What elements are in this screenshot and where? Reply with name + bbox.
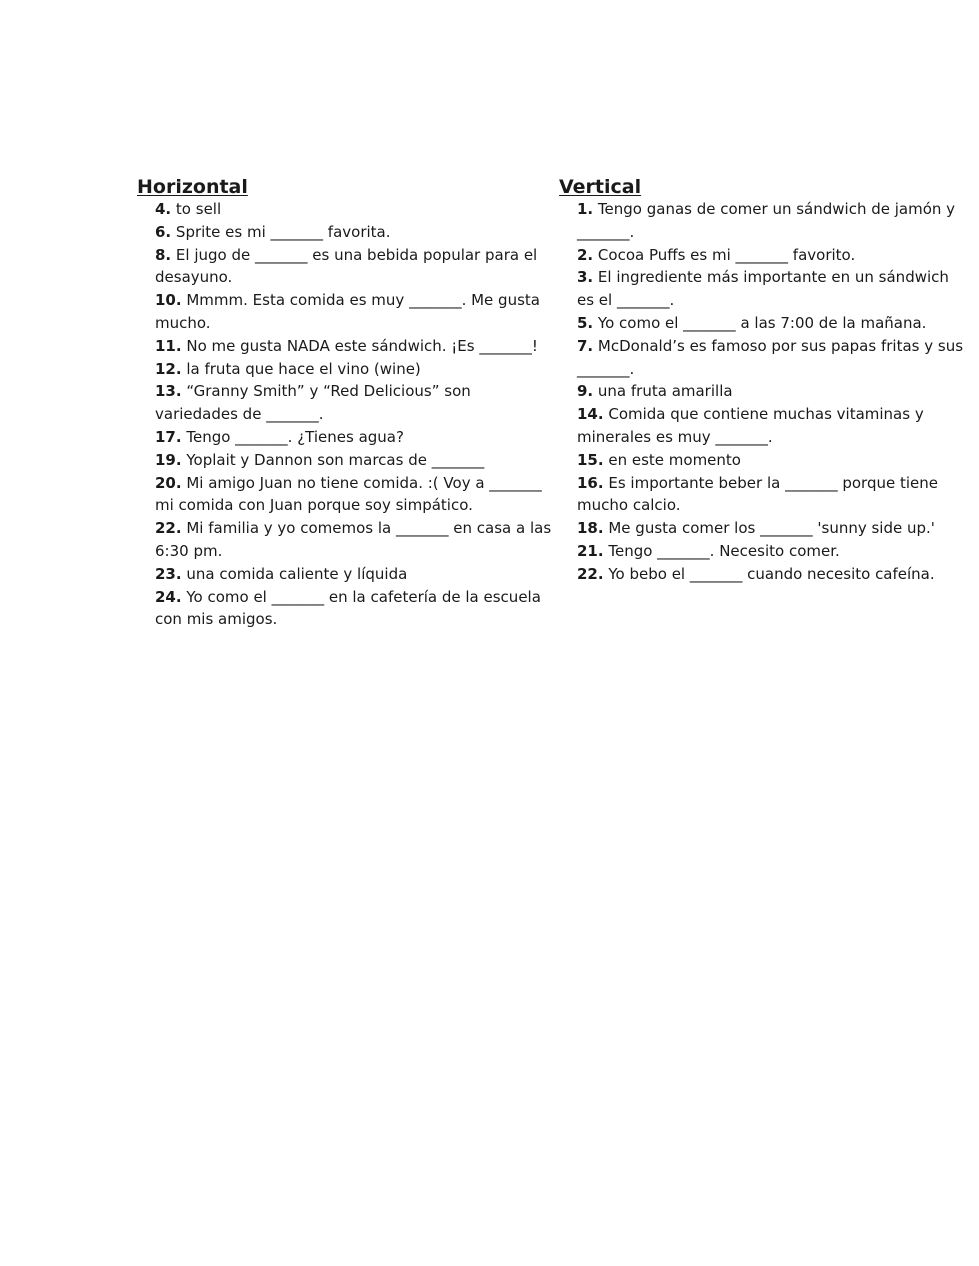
clue-number: 10. bbox=[155, 291, 182, 310]
clue-text: McDonald’s es famoso por sus papas fritas y sus _______. bbox=[577, 336, 964, 378]
clue-number: 3. bbox=[577, 268, 594, 287]
horizontal-clue bbox=[155, 244, 552, 290]
clue-number: 1. bbox=[577, 200, 594, 218]
vertical-clue bbox=[577, 540, 964, 563]
clue-text: Mmmm. Esta comida es muy _______. Me gusta mucho. bbox=[155, 291, 540, 332]
clue-number: 18. bbox=[577, 519, 604, 538]
clue-number: 12. bbox=[155, 359, 182, 378]
clue-text: Sprite es mi _______ favorita. bbox=[175, 222, 391, 241]
clue-text: una fruta amarilla bbox=[597, 382, 733, 401]
clue-text: El jugo de _______ es una bebida popular para el desayuno. bbox=[155, 245, 538, 287]
vertical-clue bbox=[577, 380, 964, 403]
horizontal-section bbox=[137, 176, 552, 631]
vertical-heading: Vertical bbox=[559, 176, 642, 198]
vertical-clue bbox=[577, 449, 964, 472]
vertical-clue bbox=[577, 266, 964, 312]
clue-text: “Granny Smith” y “Red Delicious” son variedades de _______. bbox=[155, 382, 471, 424]
clue-number: 4. bbox=[155, 200, 172, 218]
clue-text: Yoplait y Dannon son marcas de _______ bbox=[186, 450, 485, 469]
vertical-clue bbox=[577, 472, 964, 518]
horizontal-clue bbox=[155, 517, 552, 563]
clue-number: 14. bbox=[577, 405, 604, 424]
clue-text: Tengo _______. ¿Tienes agua? bbox=[186, 427, 404, 446]
clue-text: to sell bbox=[175, 200, 222, 218]
clue-text: No me gusta NADA este sándwich. ¡Es _______! bbox=[186, 336, 538, 355]
horizontal-clue bbox=[155, 335, 552, 358]
clue-text: El ingrediente más importante en un sándwich es el _______. bbox=[577, 268, 949, 310]
clue-number: 16. bbox=[577, 473, 604, 492]
clue-number: 20. bbox=[155, 473, 182, 492]
horizontal-clue bbox=[155, 449, 552, 472]
vertical-clue bbox=[577, 198, 964, 244]
clue-number: 5. bbox=[577, 313, 594, 332]
clue-text: Tengo _______. Necesito comer. bbox=[608, 541, 840, 560]
clue-text: la fruta que hace el vino (wine) bbox=[186, 359, 421, 378]
clue-number: 15. bbox=[577, 450, 604, 469]
horizontal-clue bbox=[155, 221, 552, 244]
clue-number: 7. bbox=[577, 336, 594, 355]
horizontal-clue bbox=[155, 380, 552, 426]
vertical-clue bbox=[577, 517, 964, 540]
horizontal-clue bbox=[155, 198, 552, 221]
clue-text: Yo como el _______ en la cafetería de la escuela con mis amigos. bbox=[155, 587, 541, 629]
clue-number: 22. bbox=[155, 519, 182, 538]
vertical-clue bbox=[577, 312, 964, 335]
clue-number: 13. bbox=[155, 382, 182, 401]
clue-number: 23. bbox=[155, 564, 182, 583]
clue-text: Cocoa Puffs es mi _______ favorito. bbox=[597, 245, 856, 264]
vertical-clue bbox=[577, 403, 964, 449]
clue-text: Mi familia y yo comemos la _______ en casa a las 6:30 pm. bbox=[155, 519, 552, 560]
vertical-clue-list bbox=[559, 198, 964, 586]
clue-text: Me gusta comer los _______ 'sunny side up.' bbox=[608, 519, 935, 538]
vertical-clue bbox=[577, 563, 964, 586]
clue-number: 24. bbox=[155, 587, 182, 606]
horizontal-clue bbox=[155, 563, 552, 586]
vertical-clue bbox=[577, 244, 964, 267]
horizontal-clue bbox=[155, 289, 552, 335]
clue-text: Comida que contiene muchas vitaminas y minerales es muy _______. bbox=[577, 405, 924, 446]
clue-text: en este momento bbox=[608, 450, 741, 469]
horizontal-clue bbox=[155, 358, 552, 381]
clue-number: 2. bbox=[577, 245, 594, 264]
clue-number: 8. bbox=[155, 245, 172, 264]
clue-text: Yo bebo el _______ cuando necesito cafeína. bbox=[608, 564, 935, 583]
horizontal-heading: Horizontal bbox=[137, 176, 248, 198]
horizontal-clue bbox=[155, 472, 552, 518]
clue-number: 11. bbox=[155, 336, 182, 355]
horizontal-clue bbox=[155, 586, 552, 632]
clue-text: Mi amigo Juan no tiene comida. :( Voy a _______ mi comida con Juan porque soy simpático. bbox=[155, 473, 542, 515]
horizontal-clue bbox=[155, 426, 552, 449]
clue-number: 22. bbox=[577, 564, 604, 583]
clue-text: Es importante beber la _______ porque tiene mucho calcio. bbox=[577, 473, 938, 515]
clue-number: 17. bbox=[155, 427, 182, 446]
vertical-section bbox=[559, 176, 964, 586]
clue-number: 6. bbox=[155, 222, 172, 241]
horizontal-clue-list bbox=[137, 198, 552, 631]
clue-number: 21. bbox=[577, 541, 604, 560]
clue-text: Tengo ganas de comer un sándwich de jamón y _______. bbox=[577, 200, 956, 241]
clue-text: Yo como el _______ a las 7:00 de la mañana. bbox=[597, 313, 927, 332]
clue-text: una comida caliente y líquida bbox=[186, 564, 408, 583]
clue-number: 19. bbox=[155, 450, 182, 469]
vertical-clue bbox=[577, 335, 964, 381]
clue-number: 9. bbox=[577, 382, 594, 401]
